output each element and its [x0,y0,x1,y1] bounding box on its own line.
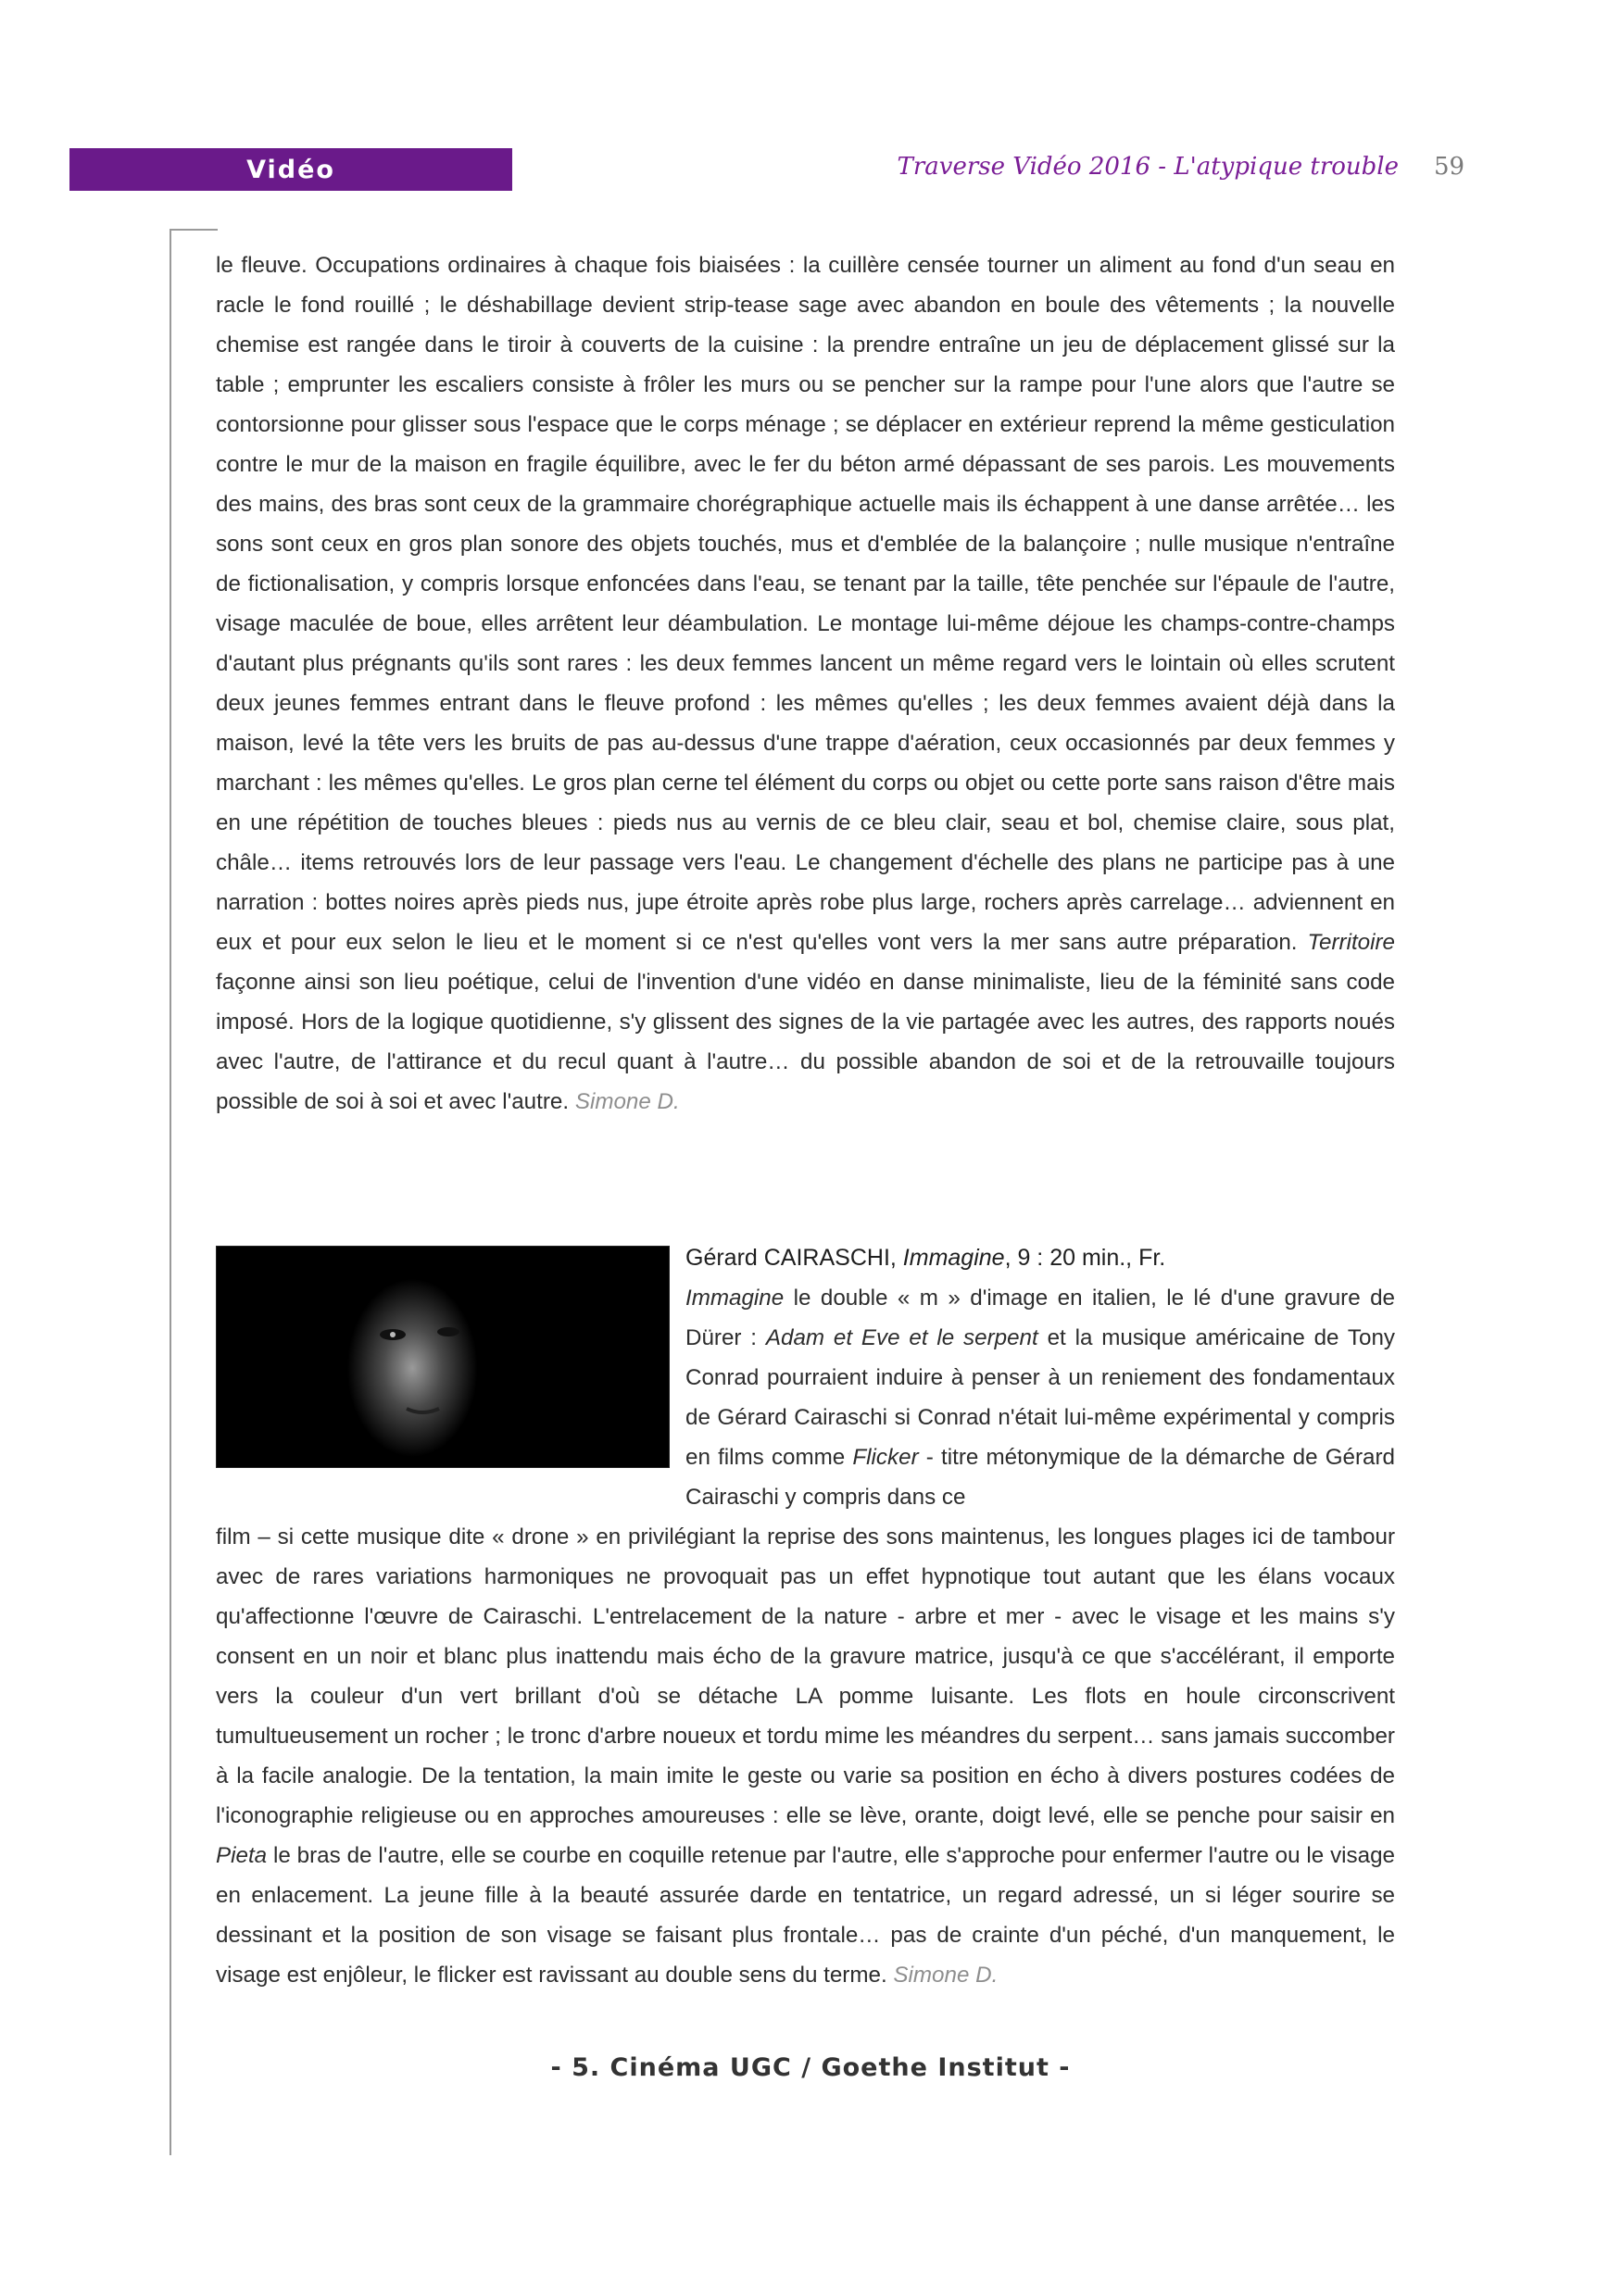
film-title-italic: Territoire [1307,930,1395,955]
article-paragraph-wrapped [685,1278,1395,1517]
section-label: Vidéo [246,155,335,184]
margin-rule [170,229,171,2155]
director-name: Gérard CAIRASCHI, [685,1245,897,1271]
margin-rule-tick [170,229,218,231]
paragraph-text: - titre métonymique de la démarche de Gérard Cairaschi y compris dans ce [685,1445,1395,1510]
film-reference-italic: Flicker [852,1445,919,1470]
article-paragraph [216,245,1395,1122]
film-entry-title [685,1238,1165,1278]
author-signature: Simone D. [893,1963,999,1988]
section-header-bar [69,148,512,191]
page-number: 59 [1434,153,1465,181]
film-title: Immagine [902,1245,1005,1271]
venue-footer: - 5. Cinéma UGC / Goethe Institut - [550,2053,1071,2082]
running-title: Traverse Vidéo 2016 - L'atypique trouble [897,153,1399,181]
film-meta: , 9 : 20 min., Fr. [1004,1245,1166,1271]
paragraph-text: le double « m » d'image en italien, le lé d'une gravure de Dürer : [685,1286,1395,1350]
film-still-image [216,1246,670,1468]
paragraph-text: le bras de l'autre, elle se courbe en coquille retenue par l'autre, elle s'approche pour enfermer l'autre ou le visage en enlacement. La jeune fille à la beauté assurée darde en tentatrice, un regard adressé, un si léger sourire se dessinant et la position de son visage se faisant plus frontale… pas de crainte d'un péché, d'un manquement, le visage est enjôleur, le flicker est ravissant au double sens du terme. [216,1843,1395,1988]
paragraph-text: film – si cette musique dite « drone » en privilégiant la reprise des sons maintenus, les longues plages ici de tambour avec de rares variations harmoniques ne provoquait pas un effet hypnotique tout autant que les élans vocaux qu'affectionne l'œuvre de Cairaschi. L'entrelacement de la nature - arbre et mer - avec le visage et les mains s'y consent en un noir et blanc plus inattendu mais écho de la gravure matrice, jusqu'à ce que s'accélérant, il emporte vers la couleur d'un vert brillant d'où se détache LA pomme luisante. Les flots en houle circonscrivent tumultueusement un rocher ; le tronc d'arbre noueux et tordu mime les méandres du serpent… sans jamais succomber à la facile analogie. De la tentation, la main imite le geste ou varie sa position en écho à divers postures codées de l'iconographie religieuse ou en approches amoureuses : elle se lève, orante, doigt levé, elle se penche pour saisir en [216,1524,1395,1828]
artwork-title-italic: Pieta [216,1843,268,1868]
article-paragraph-continued [216,1517,1395,1995]
film-title-italic: Immagine [685,1286,785,1311]
paragraph-text: et la musique américaine de Tony Conrad pourraient induire à penser à un reniement des fondamentaux de Gérard Cairaschi si Conrad n'était lui-même expérimental y compris en films comme [685,1325,1395,1470]
author-signature: Simone D. [574,1089,680,1114]
artwork-title-italic: Adam et Eve et le serpent [765,1325,1038,1350]
paragraph-text-end: façonne ainsi son lieu poétique, celui de l'invention d'une vidéo en danse minimaliste, lieu de la féminité sans code imposé. Hors de la logique quotidienne, s'y glissent des signes de la vie partagée avec les autres, des rapports noués avec l'autre, de l'attirance et du recul quant à l'autre… du possible abandon de soi et de la retrouvaille toujours possible de soi à soi et avec l'autre. [216,970,1395,1114]
paragraph-text: le fleuve. Occupations ordinaires à chaque fois biaisées : la cuillère censée tourner un aliment au fond d'un seau en racle le fond rouillé ; le déshabillage devient strip-tease sage avec abandon en boule des vêtements ; la nouvelle chemise est rangée dans le tiroir à couverts de la cuisine : la prendre entraîne un jeu de déplacement glissé sur la table ; emprunter les escaliers consiste à frôler les murs ou se pencher sur la rampe pour l'une alors que l'autre se contorsionne pour glisser sous l'espace que le corps ménage ; se déplacer en extérieur reprend la même gesticulation contre le mur de la maison en fragile équilibre, avec le fer du béton armé dépassant de ses parois. Les mouvements des mains, des bras sont ceux de la grammaire chorégraphique actuelle mais ils échappent à une danse arrêtée… les sons sont ceux en gros plan sonore des objets touchés, mus et d'emblée de la balançoire ; nulle musique n'entraîne de fictionalisation, y compris lorsque enfoncées dans l'eau, se tenant par la taille, tête penchée sur l'épaule de l'autre, visage maculée de boue, elles arrêtent leur déambulation. Le montage lui-même déjoue les champs-contre-champs d'autant plus prégnants qu'ils sont rares : les deux femmes lancent un même regard vers le lointain où elles scrutent deux jeunes femmes entrant dans le fleuve profond : les mêmes qu'elles ; les deux femmes avaient déjà dans la maison, levé la tête vers les bruits de pas au-dessus d'une trappe d'aération, ceux occasionnés par deux femmes y marchant : les mêmes qu'elles. Le gros plan cerne tel élément du corps ou objet ou cette porte sans raison d'être mais en une répétition de touches bleues : pieds nus au vernis de ce bleu clair, seau et bol, chemise claire, sous plat, châle… items retrouvés lors de leur passage vers l'eau. Le changement d'échelle des plans ne participe pas à une narration : bottes noires après pieds nus, jupe étroite après robe plus large, rochers après carrelage… adviennent en eux et pour eux selon le lieu et le moment si ce n'est qu'elles vont vers la mer sans autre préparation. [216,253,1395,955]
